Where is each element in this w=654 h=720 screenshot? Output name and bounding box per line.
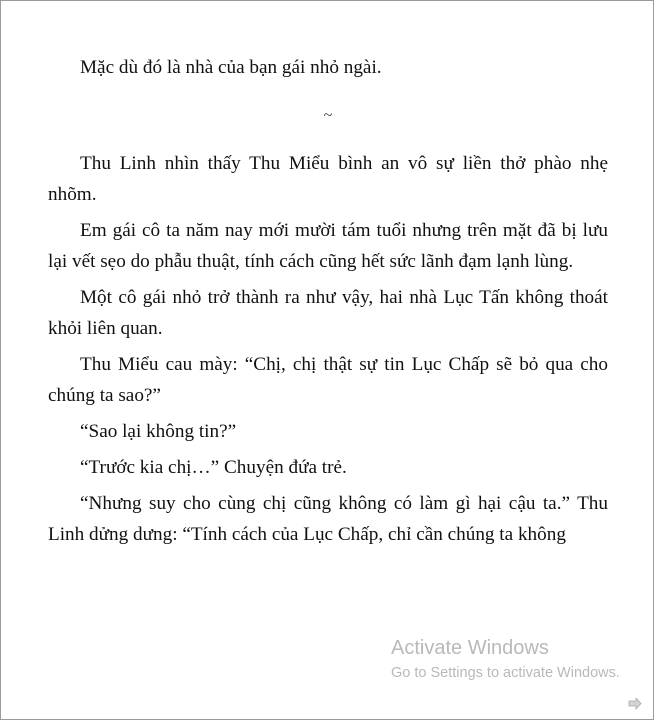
section-separator: ~ <box>323 107 333 124</box>
activation-watermark <box>391 636 620 683</box>
paragraph: “Sao lại không tin?” <box>80 421 237 442</box>
watermark-title: Activate Windows <box>391 637 549 659</box>
paragraph: Mặc dù đó là nhà của bạn gái nhỏ ngài. <box>80 57 382 78</box>
paragraph: Thu Miểu cau mày: “Chị, chị thật sự tin Lục Chấp sẽ bỏ qua cho chúng ta sao?” <box>48 354 608 406</box>
document-page <box>48 52 608 555</box>
paragraph: “Trước kia chị…” Chuyện đứa trẻ. <box>80 457 347 478</box>
paragraph: Thu Linh nhìn thấy Thu Miểu bình an vô sự liền thở phào nhẹ nhõm. <box>48 153 608 205</box>
paragraph: Một cô gái nhỏ trở thành ra như vậy, hai nhà Lục Tấn không thoát khỏi liên quan. <box>48 287 608 339</box>
watermark-subtitle: Go to Settings to activate Windows. <box>391 665 620 681</box>
resize-grip-icon[interactable] <box>628 698 642 710</box>
paragraph: “Nhưng suy cho cùng chị cũng không có làm gì hại cậu ta.” Thu Linh dửng dưng: “Tính cách của Lục Chấp, chỉ cần chúng ta không <box>48 493 608 545</box>
paragraph: Em gái cô ta năm nay mới mười tám tuổi nhưng trên mặt đã bị lưu lại vết sẹo do phẫu thuật, tính cách cũng hết sức lãnh đạm lạnh lùng. <box>48 220 608 272</box>
